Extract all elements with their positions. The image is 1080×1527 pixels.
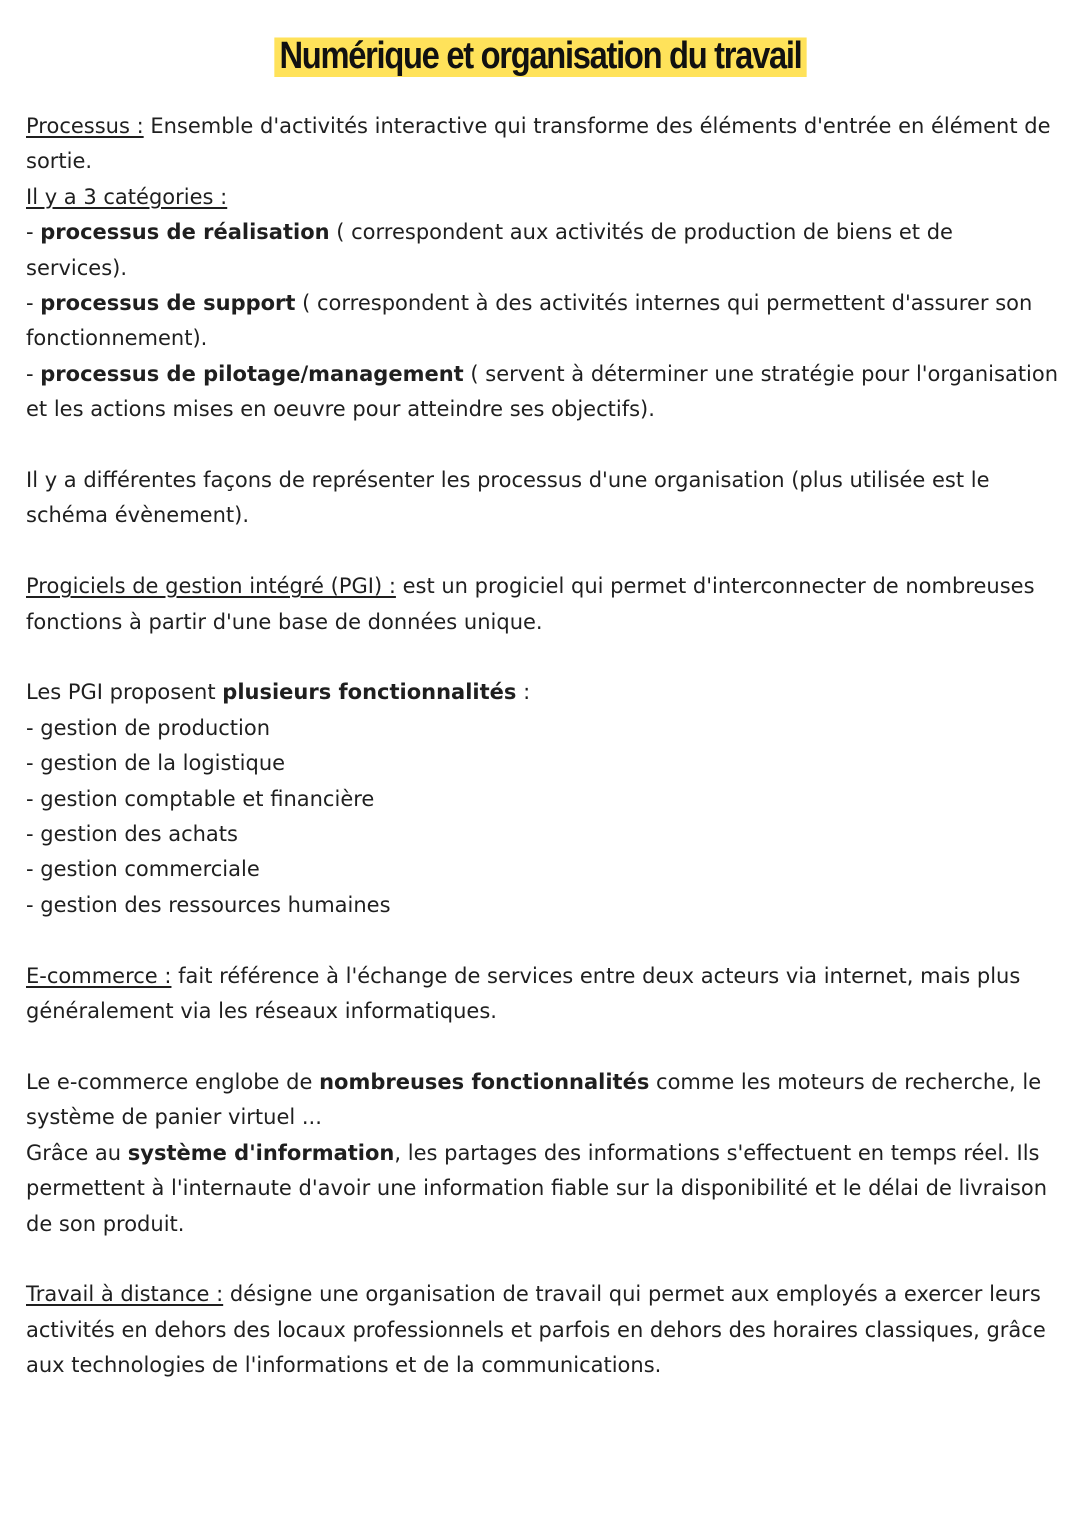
pgi-intro-text: Les PGI proposent xyxy=(26,680,223,705)
teletravail-definition xyxy=(26,1277,1060,1383)
list-item: - gestion commerciale xyxy=(26,857,260,882)
ecommerce-term: E-commerce : xyxy=(26,963,172,988)
processus-definition xyxy=(26,109,1060,180)
categories-heading-text: Il y a 3 catégories : xyxy=(26,184,228,209)
category-description: ( correspondent à des activités internes qui permettent d'assurer son fonctionnement). xyxy=(26,291,1033,351)
list-dash: - xyxy=(26,361,41,386)
ecommerce-paragraph-1 xyxy=(26,1065,1060,1136)
ecommerce-p1-bold: nombreuses fonctionnalités xyxy=(319,1069,650,1094)
teletravail-term: Travail à distance : xyxy=(26,1282,224,1307)
category-name: processus de réalisation xyxy=(40,220,330,245)
teletravail-definition-text: désigne une organisation de travail qui permet aux employés a exercer leurs activités en dehors des locaux professionnels et parfois en dehors des horaires classiques, grâce aux technologies de l'informations et de la communications. xyxy=(26,1282,1046,1378)
page-title: Numérique et organisation du travail xyxy=(274,30,806,82)
pgi-intro-end: : xyxy=(516,680,531,705)
processus-term: Processus : xyxy=(26,114,144,138)
spacer xyxy=(26,534,1060,569)
category-item-pilotage xyxy=(26,357,1060,428)
spacer xyxy=(26,923,1060,958)
list-item: - gestion de la logistique xyxy=(26,751,286,776)
list-item: - gestion des ressources humaines xyxy=(26,892,391,917)
category-item-support xyxy=(26,286,1060,357)
categories-heading xyxy=(26,180,1060,215)
pgi-term: Progiciels de gestion intégré (PGI) : xyxy=(26,574,396,599)
ecommerce-paragraph-2 xyxy=(26,1136,1060,1242)
document-body xyxy=(26,109,1060,1384)
spacer xyxy=(26,1242,1060,1277)
category-description: ( servent à déterminer une stratégie pour l'organisation et les actions mises en oeuvre pour atteindre ses objectifs). xyxy=(26,361,1059,422)
category-description: ( correspondent aux activités de production de biens et de services). xyxy=(26,220,953,280)
pgi-intro-bold: plusieurs fonctionnalités xyxy=(222,680,517,705)
list-item: - gestion des achats xyxy=(26,822,238,847)
category-name: processus de pilotage/management xyxy=(40,361,464,386)
ecommerce-p2-start: Grâce au xyxy=(26,1140,128,1165)
ecommerce-p1-end: comme les moteurs de recherche, le système de panier virtuel ... xyxy=(26,1069,1042,1130)
title-container xyxy=(0,30,1080,82)
ecommerce-definition-text: fait référence à l'échange de services entre deux acteurs via internet, mais plus généralement via les réseaux informatiques. xyxy=(26,963,1021,1024)
pgi-definition-text: est un progiciel qui permet d'interconnecter de nombreuses fonctions à partir d'une base de données unique. xyxy=(26,574,1035,634)
list-dash: - xyxy=(26,220,41,245)
list-item: - gestion de production xyxy=(26,715,271,740)
category-name: processus de support xyxy=(40,291,296,316)
spacer xyxy=(26,428,1060,463)
spacer xyxy=(26,1030,1060,1065)
processus-definition-text: Ensemble d'activités interactive qui transforme des éléments d'entrée en élément de sortie. xyxy=(26,114,1051,174)
pgi-definition xyxy=(26,569,1060,640)
ecommerce-definition xyxy=(26,959,1060,1030)
representation-paragraph: Il y a différentes façons de représenter les processus d'une organisation (plus utilisée est le schéma évènement). xyxy=(26,468,990,528)
spacer xyxy=(26,640,1060,675)
list-item: - gestion comptable et financière xyxy=(26,786,375,811)
list-dash: - xyxy=(26,291,41,316)
pgi-intro xyxy=(26,675,1060,710)
ecommerce-p2-bold: système d'information xyxy=(127,1140,395,1165)
ecommerce-p1-start: Le e-commerce englobe de xyxy=(26,1069,320,1094)
category-item-realisation xyxy=(26,215,1060,286)
ecommerce-p2-end: , les partages des informations s'effectuent en temps réel. Ils permettent à l'internaute d'avoir une information fiable sur la disponibilité et le délai de livraison de son produit. xyxy=(26,1140,1048,1236)
